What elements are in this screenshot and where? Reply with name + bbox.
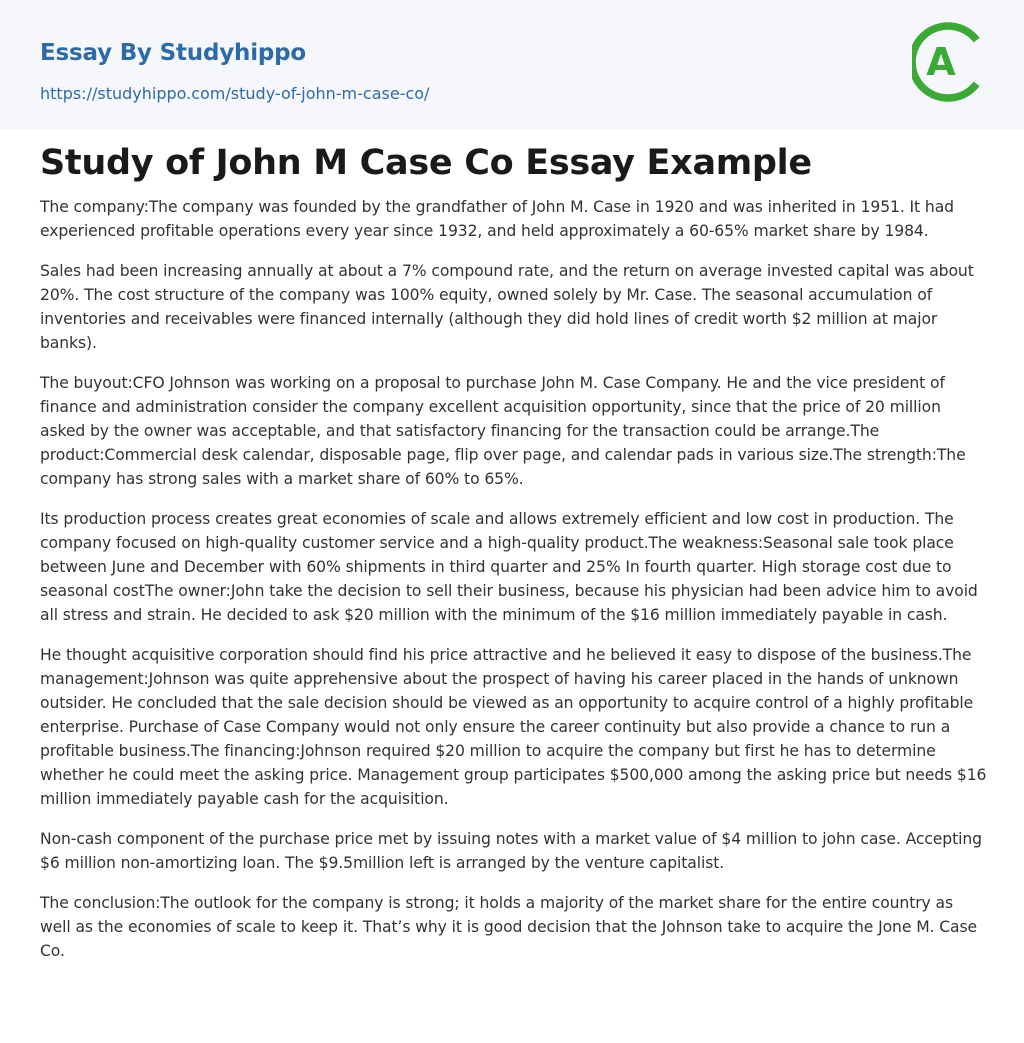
page-title: Study of John M Case Co Essay Example	[40, 143, 812, 183]
essay-paragraph: The buyout:CFO Johnson was working on a proposal to purchase John M. Case Company. He and the vice president of finance and administration consider the company excellent acquisition opportunity, since that the price of 20 million asked by the owner was acceptable, and that satisfactory financing for the transaction could be arrange.The product:Commercial desk calendar, disposable page, flip over page, and calendar pads in various size.The strength:The company has strong sales with a market share of 60% to 65%.	[40, 374, 966, 488]
logo-letter: A	[926, 40, 956, 84]
essay-paragraph: Non-cash component of the purchase price met by issuing notes with a market value of $4 million to john case. Accepting $6 million non-amortizing loan. The $9.5million left is arranged by the venture capitalist.	[40, 830, 982, 872]
page-header	[0, 0, 1024, 129]
essay-body	[40, 195, 988, 979]
source-url-link[interactable]: https://studyhippo.com/study-of-john-m-case-co/	[40, 84, 430, 103]
essay-paragraph: Its production process creates great economies of scale and allows extremely efficient and low cost in production. The company focused on high-quality customer service and a high-quality product.The weakness:Seasonal sale took place between June and December with 60% shipments in third quarter and 25% In fourth quarter. High storage cost due to seasonal costThe owner:John take the decision to sell their business, because his physician had been advice him to avoid all stress and strain. He decided to ask $20 million with the minimum of the $16 million immediately payable in cash.	[40, 510, 978, 624]
essay-paragraph: The conclusion:The outlook for the company is strong; it holds a majority of the market share for the entire country as well as the economies of scale to keep it. That’s why it is good decision that the Johnson take to acquire the Jone M. Case Co.	[40, 894, 978, 960]
essay-paragraph: The company:The company was founded by the grandfather of John M. Case in 1920 and was inherited in 1951. It had experienced profitable operations every year since 1932, and held approximately a 60-65% market share by 1984.	[40, 198, 954, 240]
brand-title: Essay By Studyhippo	[40, 40, 307, 66]
essay-paragraph: Sales had been increasing annually at about a 7% compound rate, and the return on average invested capital was about 20%. The cost structure of the company was 100% equity, owned solely by Mr. Case. The seasonal accumulation of inventories and receivables were financed internally (although they did hold lines of credit worth $2 million at major banks).	[40, 262, 974, 352]
studyhippo-logo-icon	[912, 20, 986, 104]
essay-paragraph: He thought acquisitive corporation should find his price attractive and he believed it easy to dispose of the business.The management:Johnson was quite apprehensive about the prospect of having his career placed in the hands of unknown outsider. He concluded that the sale decision should be viewed as an opportunity to acquire control of a highly profitable enterprise. Purchase of Case Company would not only ensure the career continuity but also provide a chance to run a profitable business.The financing:Johnson required $20 million to acquire the company but first he has to determine whether he could meet the asking price. Management group participates $500,000 among the asking price but needs $16 million immediately payable cash for the acquisition.	[40, 646, 987, 808]
